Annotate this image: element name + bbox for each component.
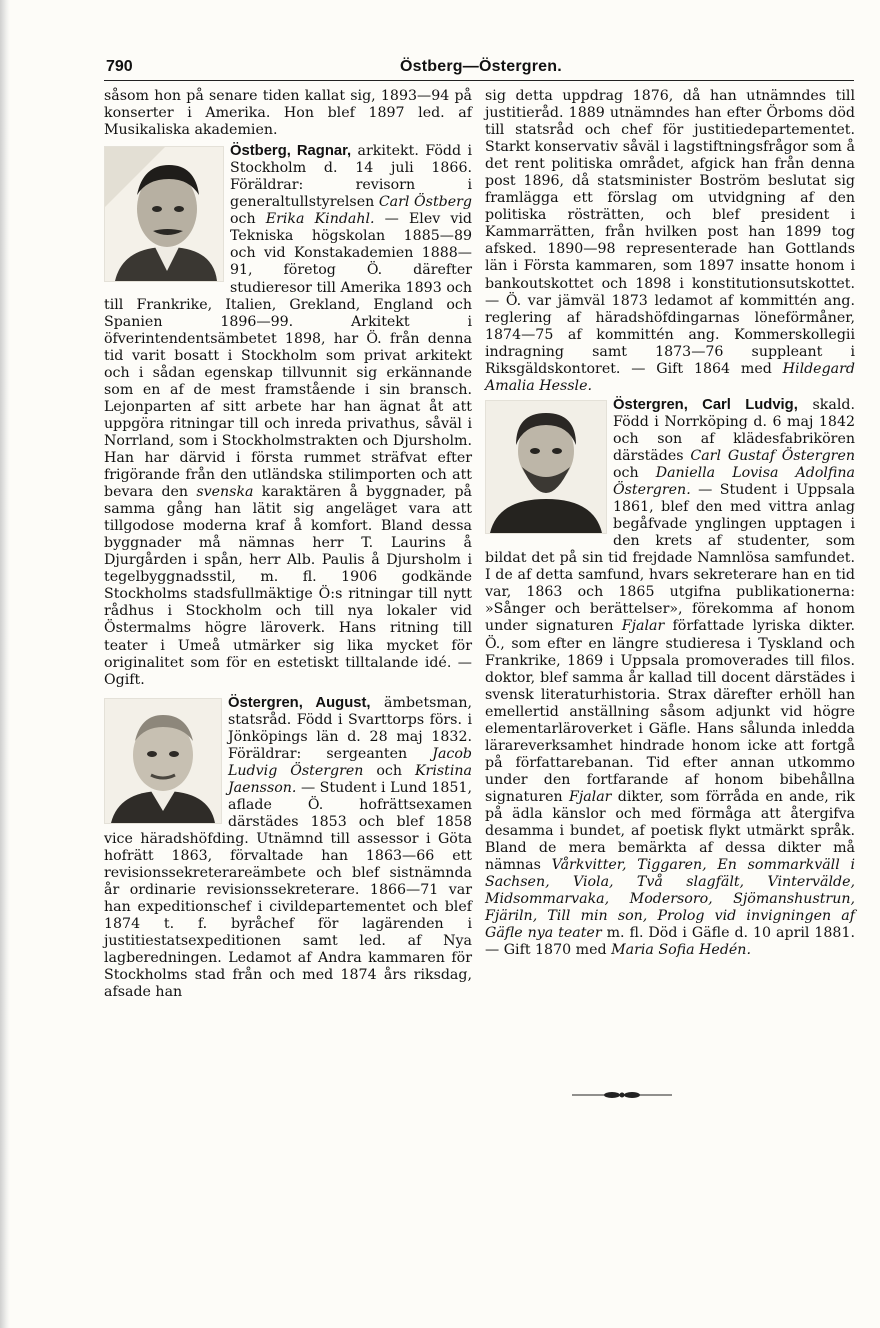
portrait-august-ostergren xyxy=(104,698,222,824)
entry-title-august: Östergren, August, xyxy=(228,694,371,711)
entry-title-carl-ludvig: Östergren, Carl Ludvig, xyxy=(613,396,798,413)
right-column xyxy=(485,88,855,959)
entry-title-ragnar: Östberg, Ragnar, xyxy=(230,143,352,160)
entry-ostberg-ragnar: Östberg, Ragnar, arkitekt. Född i Stockholm d. 14 juli 1866. Föräldrar: revisorn i generaltullstyrelsen Carl Östberg och Erika Kindahl. — Elev vid Tekniska högskolan 1885—89 och vid Konstakademien 1888—91, företog Ö. därefter studieresor till Amerika 1893 och till Frankrike, Italien, Grekland, England och Spanien 1896—99. Arkitekt i öfverintendentsämbetet 1898, har Ö. från denna tid varit bosatt i Stockholm som privat arkitekt och i sådan egenskap tillvunnit sig erkännande som en af de mest framstående i sin bransch. Lejonparten af sitt arbete har han ägnat åt att uppgöra ritningar till och inreda privathus, såväl i Norrland, som i Stockholmstrakten och Djursholm. Han har därvid i första rummet sträfvat efter frigörande från den utländska stilimporten och att bevara den svenska karaktären å byggnader, på samma gång han lätit sig angeläget vara att tillgodose moderna kraf å komfort. Bland dessa byggnader må nämnas herr T. Laurins å Djurgården i spån, herr Alb. Paulis å Djursholm i tegelbyggnadsstil, m. fl. 1906 godkände Stockholms stadsfullmäktige Ö:s ritningar till nytt rådhus i Stockholm och till nya lokaler vid Östermalms högre läroverk. Hans ritning till teater i Umeå utmärker sig lika mycket för originalitet som för en estetiskt tilltalande idé. — Ogift. xyxy=(104,143,472,688)
portrait-carl-ludvig-ostergren xyxy=(485,400,607,534)
end-ornament xyxy=(572,1085,672,1104)
intro-paragraph: såsom hon på senare tiden kallat sig, 1893—94 på konserter i Amerika. Hon blef 1897 led. af Musikaliska akademien. xyxy=(104,88,472,139)
entry-ostergren-carl-ludvig: Östergren, Carl Ludvig, skald. Född i Norrköping d. 6 maj 1842 och son af klädesfabrikören därstädes Carl Gustaf Östergren och Daniella Lovisa Adolfina Östergren. — Student i Uppsala 1861, blef den med vittra anlag begåfvade ynglingen upptagen i den krets af studenter, som bildat det på sin tid frejdade Namnlösa samfundet. I de af detta samfund, hvars sekreterare han en tid var, 1863 och 1865 utgifna publikationerna: »Sånger och berättelser», förekomma af honom under signaturen Fjalar författade lyriska dikter. Ö., som efter en längre studieresa i Tyskland och Frankrike, 1869 i Uppsala promoverades till filos. doktor, blef samma år kallad till docent därstädes i svensk literaturhistoria. Strax därefter erhöll han emellertid anställning såsom adjunkt vid högre elementarläroverket i Gäfle. Hans sålunda inledda lärareverksamhet hindrade honom icke att fortgå på författarebanan. Tid efter annan utkommo under den fortfarande af honom bibehållna signaturen Fjalar dikter, som förråda en ande, rik på ädla känslor och med förmåga att återgifva desamma i bundet, af poetisk flykt utmärkt språk. Bland de mera bemärkta af dessa dikter må nämnas Vårkvitter, Tiggaren, En sommarkväll i Sachsen, Viola, Två slagfält, Vintervälde, Midsommarvaka, Modersoro, Sjömanshustrun, Fjäriln, Till min son, Prolog vid invigningen af Gäfle nya teater m. fl. Död i Gäfle d. 10 april 1881. — Gift 1870 med Maria Sofia Hedén. xyxy=(485,396,856,959)
page-number: 790 xyxy=(106,58,133,75)
running-head: Östberg—Östergren. xyxy=(400,58,562,75)
portrait-ragnar-ostberg xyxy=(104,146,224,282)
entry-ostergren-august: Östergren, August, ämbetsman, statsråd. Född i Svarttorps förs. i Jönköpings län d. 28 maj 1832. Föräldrar: sergeanten Jacob Ludvig Östergren och Kristina Jaensson. — Student i Lund 1851, aflade Ö. hofrättsexamen därstädes 1853 och blef 1858 vice häradshöfding. Utnämnd till assessor i Göta hofrätt 1863, förvaltade han 1863—66 ett revisionssekreterareämbete och blef sistnämnda år ordinarie revisionssekreterare. 1866—71 var han expeditionschef i civildepartementet och blef 1874 t. f. byråchef för lagärenden i justitiestatsexpeditionen samt led. af Nya lagberedningen. Ledamot af Andra kammaren för Stockholms stad från och med 1874 års riksdag, afsade han xyxy=(104,694,472,1001)
scan-edge xyxy=(0,0,10,1328)
continuation-august: sig detta uppdrag 1876, då han utnämndes till justitieråd. 1889 utnämndes han efter Örboms död till statsråd och chef för justitiedepartementet. Starkt konservativ såväl i lagstiftningsfrågor som å det rent politiska området, afgick han från denna post 1896, då statsminister Boström beslutat sig framlägga ett förslag om utvidgning af den politiska rösträtten, och blef president i Kammarrätten, från hvilken post han 1899 tog afsked. 1890—98 representerade han Gottlands län i Första kammaren, som 1897 insatte honom i bankoutskottet och 1898 i konstitutionsutskottet. — Ö. var jämväl 1873 ledamot af kommittén ang. reglering af häradshöfdingarnas löneförmåner, 1874—75 af kommittén ang. Kommerskollegii indragning samt 1873—76 suppleant i Riksgäldskontoret. — Gift 1864 med Hildegard Amalia Hessle. xyxy=(485,88,855,394)
header-rule xyxy=(104,80,854,81)
left-column xyxy=(104,88,472,1001)
